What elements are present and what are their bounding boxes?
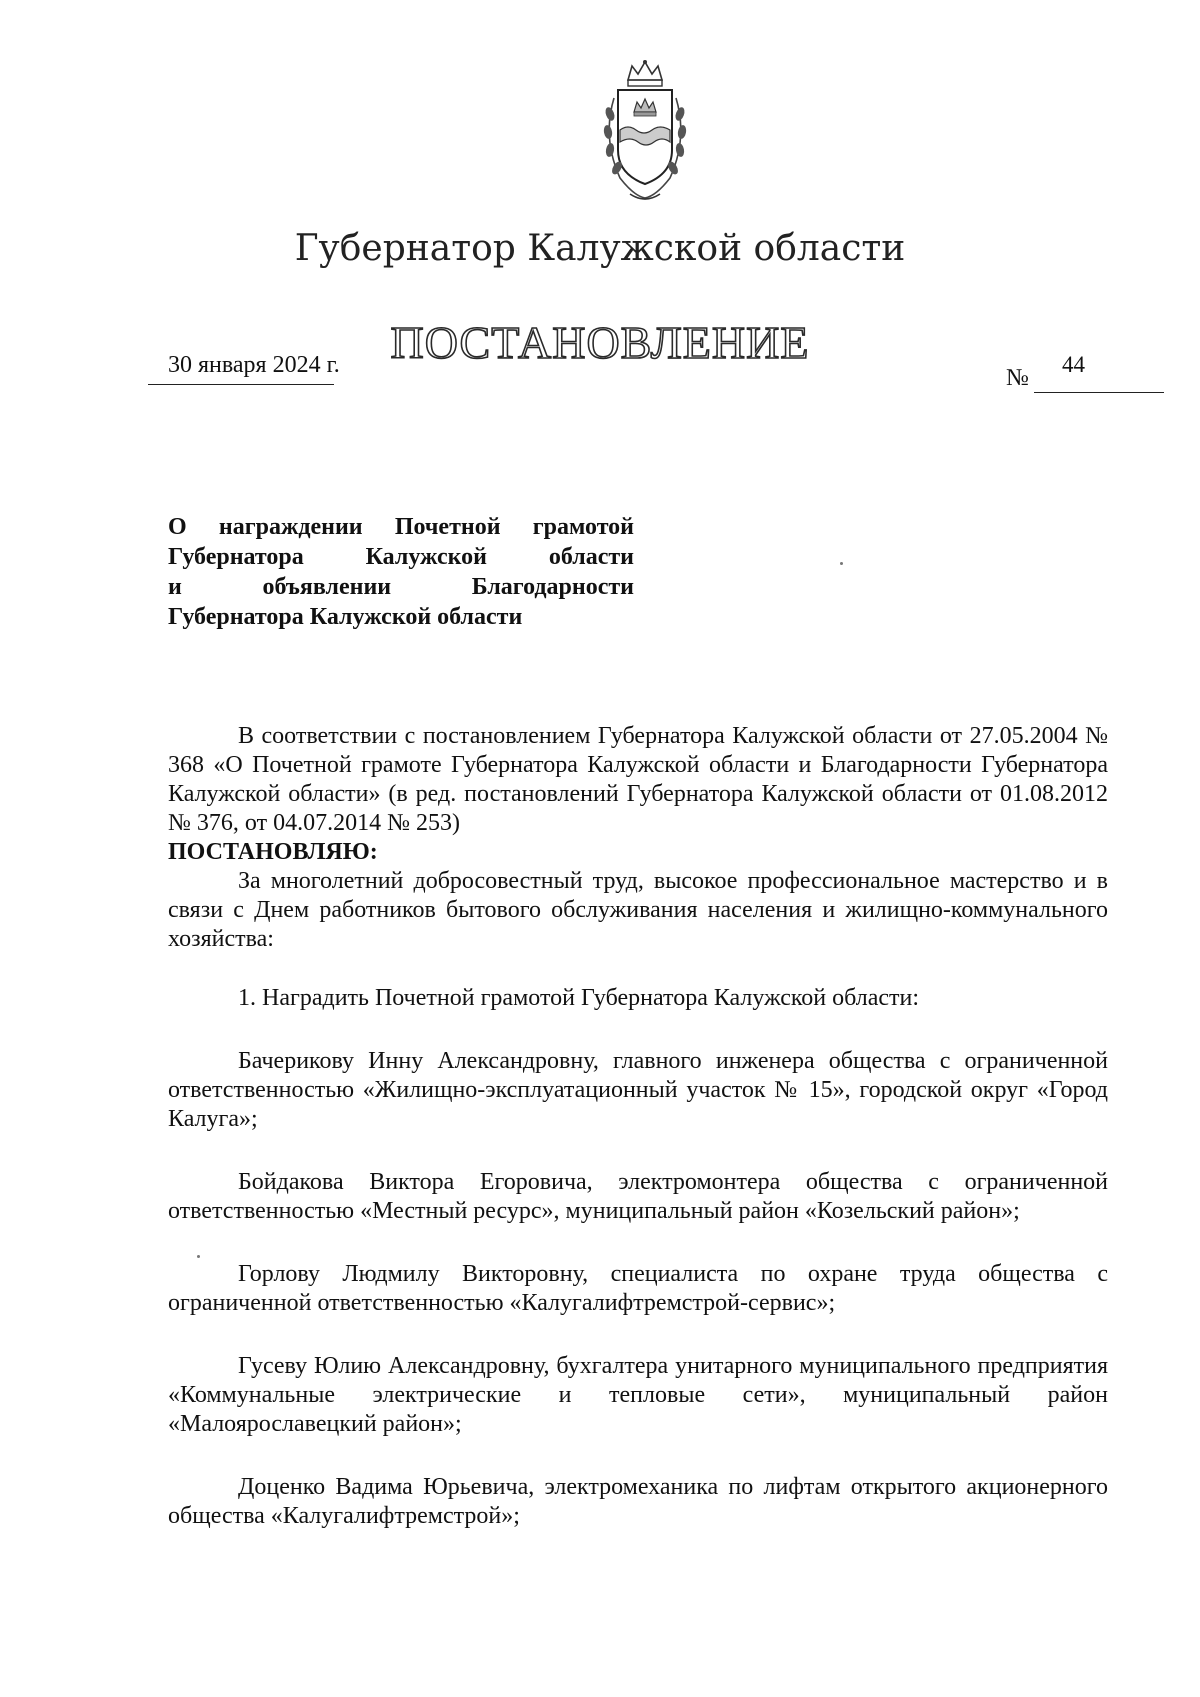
subject-word: Губернатора	[168, 544, 304, 570]
awardee-paragraph: Горлову Людмилу Викторовну, специалиста по охране труда общества с ограниченной ответственностью «Калугалифтремстрой-сервис»;	[168, 1261, 1108, 1316]
awardee-paragraph: Гусеву Юлию Александровну, бухгалтера унитарного муниципального предприятия «Коммунальные электрические и тепловые сети», муниципальный район «Малоярославецкий район»;	[168, 1353, 1108, 1437]
scan-speck	[840, 562, 843, 565]
subject-word: Калужской	[365, 544, 487, 570]
document-type-title: ПОСТАНОВЛЕНИЕ	[390, 317, 810, 368]
document-number: 44	[1062, 352, 1085, 377]
subject-line: Губернатора Калужской области	[168, 604, 523, 630]
date-underline	[148, 384, 334, 385]
number-underline	[1034, 392, 1164, 393]
subject-line	[168, 542, 634, 572]
kaluga-coat-of-arms-icon	[590, 58, 700, 208]
subject-line	[168, 512, 634, 542]
awardee-paragraph: Доценко Вадима Юрьевича, электромеханика по лифтам открытого акционерного общества «Калугалифтремстрой»;	[168, 1474, 1108, 1529]
subject-word: Благодарности	[471, 574, 634, 600]
subject-word: О	[168, 514, 187, 540]
point-heading: 1. Наградить Почетной грамотой Губернатора Калужской области:	[238, 985, 920, 1011]
document-date: 30 января 2024 г.	[168, 352, 340, 378]
awardee-paragraph: Бойдакова Виктора Егоровича, электромонтера общества с ограниченной ответственностью «Местный ресурс», муниципальный район «Козельский район»;	[168, 1169, 1108, 1224]
subject-word: Почетной	[394, 514, 501, 540]
subject-line	[168, 572, 634, 602]
subject-word: грамотой	[532, 514, 634, 540]
document-body	[168, 722, 1108, 1531]
subject-word: и	[168, 574, 182, 600]
awardee-paragraph: Бачерикову Инну Александровну, главного инженера общества с ограниченной ответственностью «Жилищно-эксплуатационный участок № 15», городской округ «Город Калуга»;	[168, 1048, 1108, 1132]
resolve-heading: ПОСТАНОВЛЯЮ:	[168, 839, 378, 865]
preamble-paragraph: В соответствии с постановлением Губернатора Калужской области от 27.05.2004 № 368 «О Почетной грамоте Губернатора Калужской области и Благодарности Губернатора Калужской области» (в ред. постановлений Губернатора Калужской области от 01.08.2012 № 376, от 04.07.2014 № 253)	[168, 723, 1108, 836]
subject-word: области	[548, 544, 634, 570]
authority-title: Губернатор Калужской области	[294, 228, 906, 269]
number-label: №	[1006, 365, 1029, 391]
subject-word: объявлении	[262, 574, 392, 600]
subject-word: награждении	[218, 514, 363, 540]
reason-paragraph: За многолетний добросовестный труд, высокое профессиональное мастерство и в связи с Днем работников бытового обслуживания населения и жилищно-коммунального хозяйства:	[168, 868, 1108, 952]
document-subject	[168, 512, 634, 632]
